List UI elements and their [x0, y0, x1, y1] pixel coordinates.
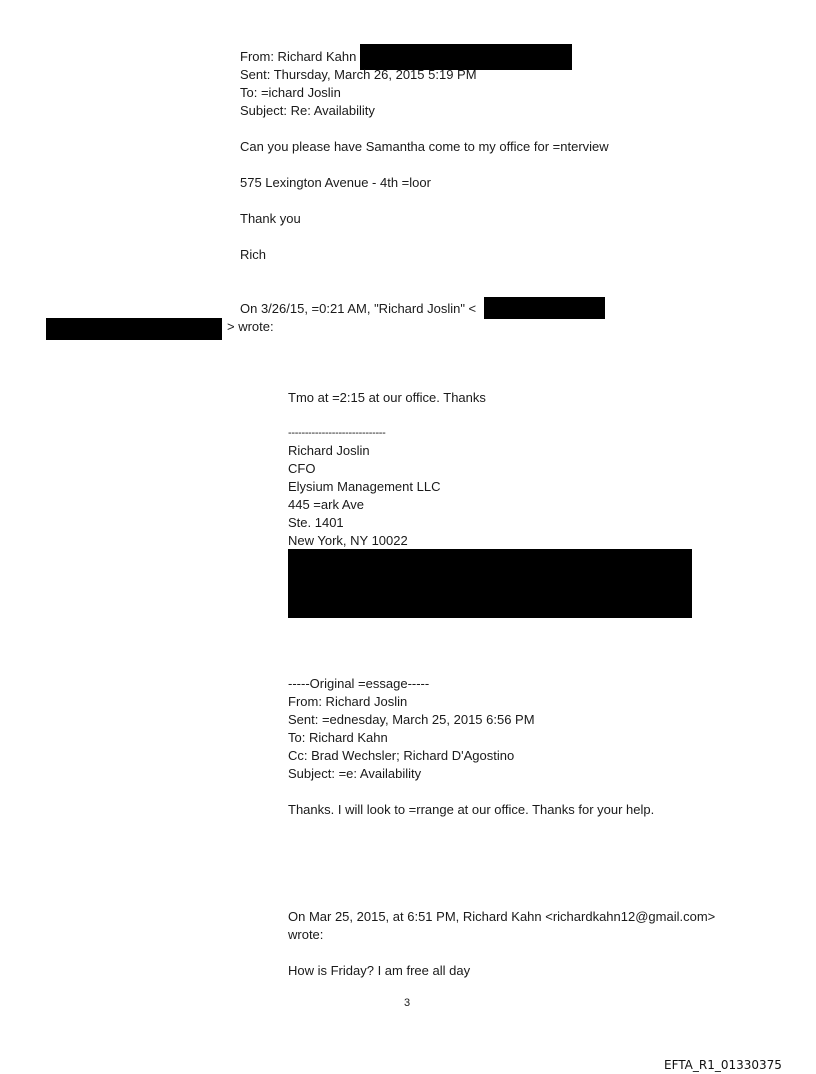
original-subject: Subject: =e: Availability	[288, 766, 422, 781]
body-line: Thank you	[240, 211, 301, 226]
signature-suite: Ste. 1401	[288, 515, 344, 530]
body-line: Can you please have Samantha come to my office for =nterview	[240, 139, 609, 154]
signature-name: Richard Joslin	[288, 443, 370, 458]
page-number: 3	[404, 997, 411, 1009]
quote-wrote: > wrote:	[227, 319, 274, 334]
signature-separator: -----------------------------	[288, 427, 386, 439]
signature-city: New York, NY 10022	[288, 533, 408, 548]
redaction-box	[288, 549, 692, 618]
quote-body: How is Friday? I am free all day	[288, 963, 471, 978]
original-to: To: Richard Kahn	[288, 730, 388, 745]
original-message-marker: -----Original =essage-----	[288, 676, 430, 691]
redaction-box	[484, 297, 605, 319]
quote-wrote: wrote:	[288, 927, 324, 942]
email-to: To: =ichard Joslin	[240, 85, 341, 100]
reply-line: Tmo at =2:15 at our office. Thanks	[288, 390, 486, 405]
original-body: Thanks. I will look to =rrange at our office. Thanks for your help.	[288, 802, 655, 817]
body-line: 575 Lexington Avenue - 4th =loor	[240, 175, 431, 190]
signature-title: CFO	[288, 461, 316, 476]
body-line: Rich	[240, 247, 267, 262]
original-sent: Sent: =ednesday, March 25, 2015 6:56 PM	[288, 712, 535, 727]
bates-id: EFTA_R1_01330375	[664, 1058, 782, 1072]
signature-company: Elysium Management LLC	[288, 479, 441, 494]
original-cc: Cc: Brad Wechsler; Richard D'Agostino	[288, 748, 515, 763]
quote-on-line: On 3/26/15, =0:21 AM, "Richard Joslin" <	[240, 301, 477, 316]
signature-address: 445 =ark Ave	[288, 497, 365, 512]
email-subject: Subject: Re: Availability	[240, 103, 375, 118]
redaction-box	[46, 318, 222, 340]
original-from: From: Richard Joslin	[288, 694, 408, 709]
email-from: From: Richard Kahn	[240, 49, 357, 64]
email-sent: Sent: Thursday, March 26, 2015 5:19 PM	[240, 67, 477, 82]
quote-on-line: On Mar 25, 2015, at 6:51 PM, Richard Kahn <richardkahn12@gmail.com>	[288, 909, 716, 924]
